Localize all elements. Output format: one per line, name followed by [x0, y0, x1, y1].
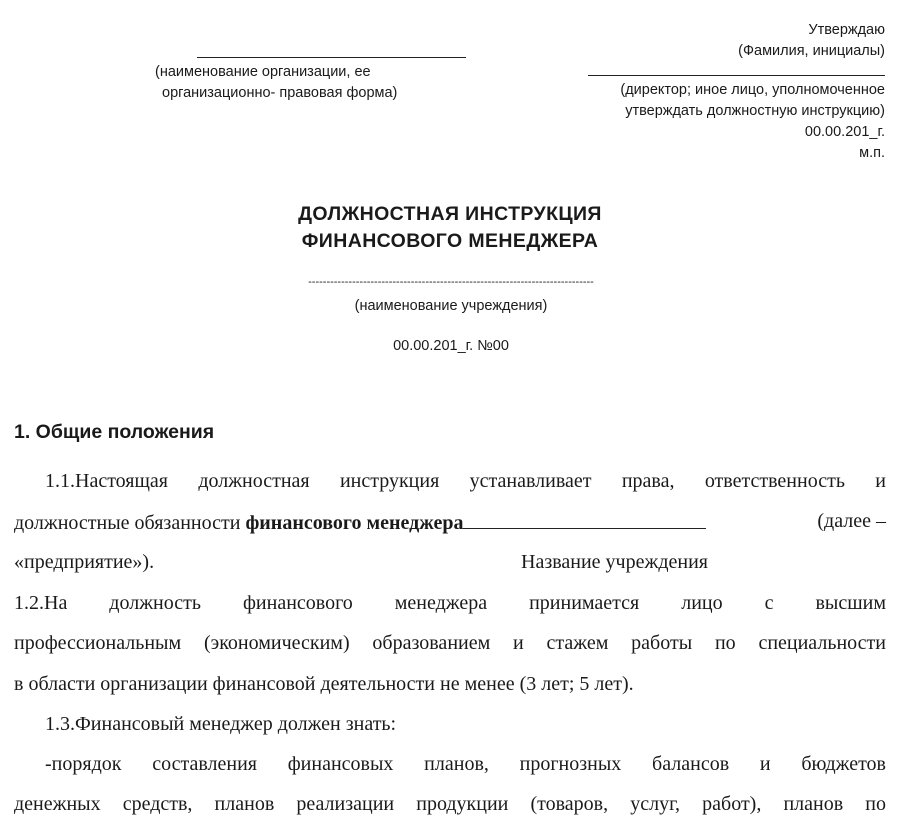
- list-item-1-line1: -порядок составления финансовых планов, прогнозных балансов и бюджетов: [45, 753, 886, 775]
- organization-caption-2: организационно- правовая форма): [162, 85, 398, 101]
- paragraph-1-1-line3: «предприятие»).: [14, 551, 155, 573]
- institution-caption: (наименование учреждения): [354, 298, 548, 314]
- signature-line: [588, 75, 885, 76]
- paragraph-1-1-text: должностные обязанности: [14, 512, 246, 534]
- signer-caption-2: утверждать должностную инструкцию): [625, 103, 885, 119]
- document-title-line2: ФИНАНСОВОГО МЕНЕДЖЕРА: [301, 230, 599, 252]
- list-item-1-line2: денежных средств, планов реализации продукции (товаров, услуг, работ), планов по: [14, 793, 886, 815]
- approval-date: 00.00.201_г.: [804, 124, 885, 140]
- institution-blank-caption: Название учреждения: [521, 551, 708, 573]
- signer-caption-1: (директор; иное лицо, уполномоченное: [620, 82, 885, 98]
- position-name: финансового менеджера: [245, 512, 464, 534]
- institution-dashes: ------------------------------------------------------------------------------: [308, 276, 594, 288]
- name-initials-label: (Фамилия, инициалы): [738, 43, 885, 59]
- paragraph-1-1-continued: (далее –: [817, 510, 886, 532]
- approve-label: Утверждаю: [808, 22, 885, 38]
- paragraph-1-2-line2: профессиональным (экономическим) образованием и стажем работы по специальности: [14, 632, 886, 654]
- document-date-number: 00.00.201_г. №00: [393, 338, 509, 354]
- paragraph-1-2-line3: в области организации финансовой деятельности не менее (3 лет; 5 лет).: [14, 673, 634, 695]
- organization-line: [197, 57, 466, 58]
- paragraph-1-1-line1: 1.1.Настоящая должностная инструкция устанавливает права, ответственность и: [45, 470, 886, 492]
- paragraph-1-2-line1: 1.2.На должность финансового менеджера принимается лицо с высшим: [14, 592, 886, 614]
- paragraph-1-1-line2: [14, 510, 706, 535]
- section-heading: 1. Общие положения: [14, 421, 215, 443]
- paragraph-1-3-line1: 1.3.Финансовый менеджер должен знать:: [45, 713, 397, 735]
- stamp-label: м.п.: [859, 145, 885, 161]
- document-title-line1: ДОЛЖНОСТНАЯ ИНСТРУКЦИЯ: [298, 203, 602, 225]
- organization-caption-1: (наименование организации, ее: [155, 64, 371, 80]
- institution-blank: [463, 510, 706, 529]
